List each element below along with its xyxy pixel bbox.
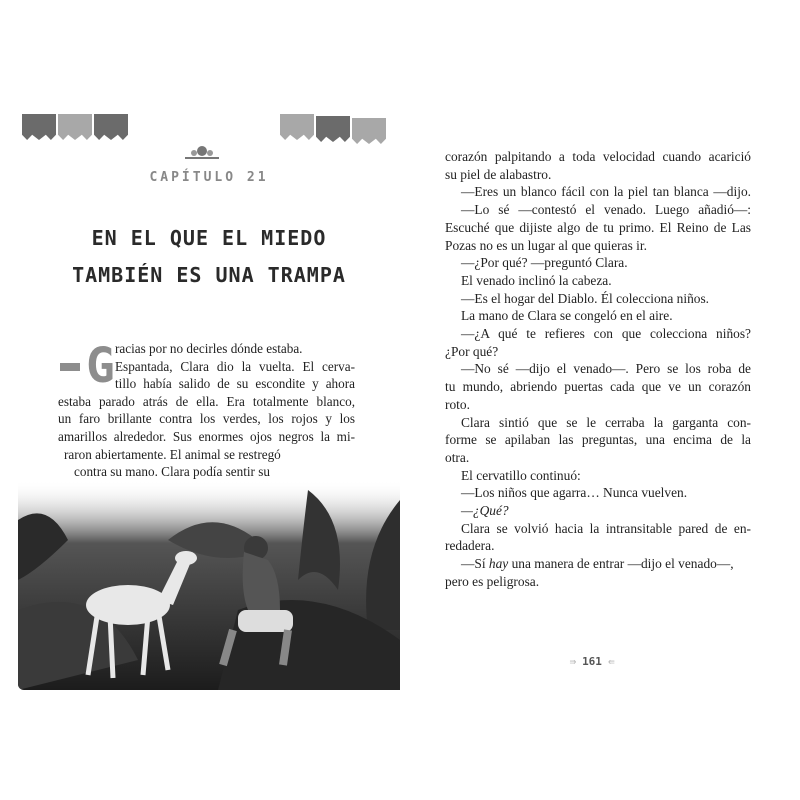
chapter-title-line: EN EL QUE EL MIEDO: [91, 226, 327, 250]
text-line: Clara se volvió hacia la intransitable pared de en-: [461, 520, 751, 536]
text-line: —Lo sé —contestó el venado. Luego añadió—:: [461, 202, 751, 218]
text-line: tillo había salido de su escondite y ahora: [115, 376, 355, 391]
text-line: El cervatillo continuó:: [461, 467, 581, 483]
text-line: su piel de alabastro.: [445, 166, 552, 182]
text-line: —¿Qué?: [461, 503, 509, 518]
drop-cap: G: [86, 338, 115, 394]
page-number: 161: [582, 655, 602, 668]
text-line: estaba parado atrás de ella. Era totalmente blanco,: [58, 394, 355, 409]
text-line: —¿A qué te refieres con que colecciona niños?: [461, 326, 751, 341]
text-line: pero es peligrosa.: [445, 573, 540, 589]
ornament-icon: ⇚: [607, 655, 615, 668]
text-segment-italic: hay: [488, 556, 509, 572]
text-line: contra su mano. Clara podía sentir su: [74, 464, 270, 479]
text-line: El venado inclinó la cabeza.: [461, 272, 612, 288]
text-line: ¿Por qué?: [445, 343, 499, 359]
text-line: —Los niños que agarra… Nunca vuelven.: [461, 485, 688, 501]
banner-flag: [280, 114, 314, 140]
text-line: —No sé —dijo el venado—. Pero se los roba de: [461, 361, 751, 377]
jungle-illustration: [18, 460, 400, 690]
text-line: Pozas no es un lugar al que quieras ir.: [445, 237, 647, 253]
text-line: [445, 555, 751, 573]
left-page: [18, 110, 400, 690]
chapter-title-line: TAMBIÉN ES UNA TRAMPA: [72, 263, 346, 287]
text-line: —Es el hogar del Diablo. Él colecciona niños.: [461, 290, 710, 306]
text-line: Escuché que dijiste algo de tu primo. El Reino de Las: [445, 219, 751, 235]
text-line: corazón palpitando a toda velocidad cuando acarició: [445, 149, 751, 164]
drop-cap-dash: [60, 363, 80, 371]
text-line: La mano de Clara se congeló en el aire.: [461, 308, 673, 324]
ornament-icon: ⇛: [569, 655, 577, 668]
text-line: un faro brillante contra los verdes, los rojos y los: [58, 411, 355, 426]
banner-flag: [316, 116, 350, 142]
text-segment: —Sí: [461, 556, 489, 572]
banner-flag: [22, 114, 56, 140]
text-line: redadera.: [445, 538, 495, 554]
text-line: Espantada, Clara dio la vuelta. El cerva-: [115, 359, 355, 374]
text-line: amarillos alrededor. Sus enormes ojos negros la mi-: [58, 429, 355, 444]
banner-flag: [352, 118, 386, 144]
banner-flag: [94, 114, 128, 140]
banner-flag: [58, 114, 92, 140]
right-page: [402, 110, 782, 690]
chapter-label: CAPÍTULO 21: [149, 170, 269, 185]
text-line: raron abiertamente. El animal se restregó: [64, 447, 281, 462]
text-segment: una manera de entrar —dijo el venado—,: [508, 556, 734, 572]
text-line: otra.: [445, 449, 470, 465]
text-line: —¿Por qué? —preguntó Clara.: [461, 255, 628, 271]
text-line: Clara sintió que se le cerraba la garganta con-: [461, 414, 751, 430]
text-line: racias por no decirles dónde estaba.: [115, 341, 303, 356]
text-line: roto.: [445, 396, 470, 412]
text-line: —Eres un blanco fácil con la piel tan blanca —dijo.: [461, 184, 751, 200]
text-line: forme se apilaban las preguntas, una encima de la: [445, 432, 751, 448]
text-line: tu mundo, abriendo puertas cada que ve un corazón: [445, 379, 751, 395]
page-number-footer: [402, 655, 782, 668]
chapter-ornament-icon: [183, 142, 221, 160]
